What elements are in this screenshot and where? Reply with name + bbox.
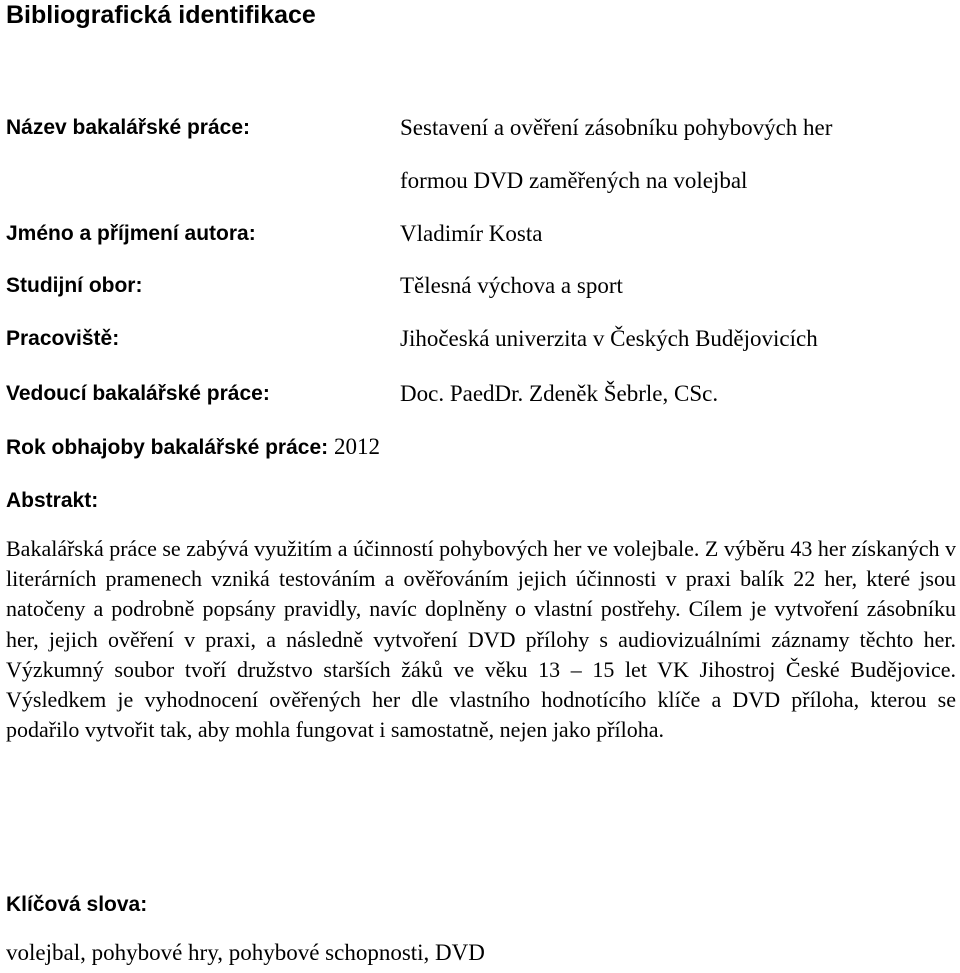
study-field-label: Studijní obor:: [6, 274, 143, 297]
thesis-title-value-line2: formou DVD zaměřených na volejbal: [400, 168, 748, 193]
supervisor-label: Vedoucí bakalářské práce:: [6, 382, 270, 405]
supervisor-value: Doc. PaedDr. Zdeněk Šebrle, CSc.: [400, 381, 719, 406]
thesis-title-label: Název bakalářské práce:: [6, 116, 250, 139]
abstract-text: Bakalářská práce se zabývá využitím a účinností pohybových her ve volejbale. Z výběru 43 her získaných v literárních pramenech vzniká testováním a ověřováním jejich účinnosti v praxi balík 22 her, které jsou natočeny a podrobně popsány pravidly, navíc doplněny o vlastní postřehy. Cílem je vytvoření zásobníku her, jejich ověření v praxi, a následně vytvoření DVD přílohy s audiovizuálními záznamy těchto her. Výzkumný soubor tvoří družstvo starších žáků ve věku 13 – 15 let VK Jihostroj České Budějovice. Výsledkem je vyhodnocení ověřených her dle vlastního hodnotícího klíče a DVD příloha, kterou se podařilo vytvořit tak, aby mohla fungovat i samostatně, nejen jako příloha.: [6, 536, 956, 743]
author-value: Vladimír Kosta: [400, 221, 543, 246]
workplace-value: Jihočeská univerzita v Českých Budějovicích: [400, 326, 818, 351]
study-field-value: Tělesná výchova a sport: [400, 273, 623, 298]
thesis-title-value-line1: Sestavení a ověření zásobníku pohybových her: [400, 115, 833, 140]
workplace-label: Pracoviště:: [6, 327, 120, 350]
author-label: Jméno a příjmení autora:: [6, 222, 256, 245]
page-title: Bibliografická identifikace: [6, 1, 316, 29]
defense-year-value: 2012: [333, 434, 380, 459]
keywords-text: volejbal, pohybové hry, pohybové schopnosti, DVD: [6, 940, 485, 965]
defense-year-label: Rok obhajoby bakalářské práce:: [6, 436, 329, 459]
abstract-heading: Abstrakt:: [6, 489, 99, 512]
defense-year-row: [6, 433, 380, 462]
keywords-heading: Klíčová slova:: [6, 893, 148, 916]
